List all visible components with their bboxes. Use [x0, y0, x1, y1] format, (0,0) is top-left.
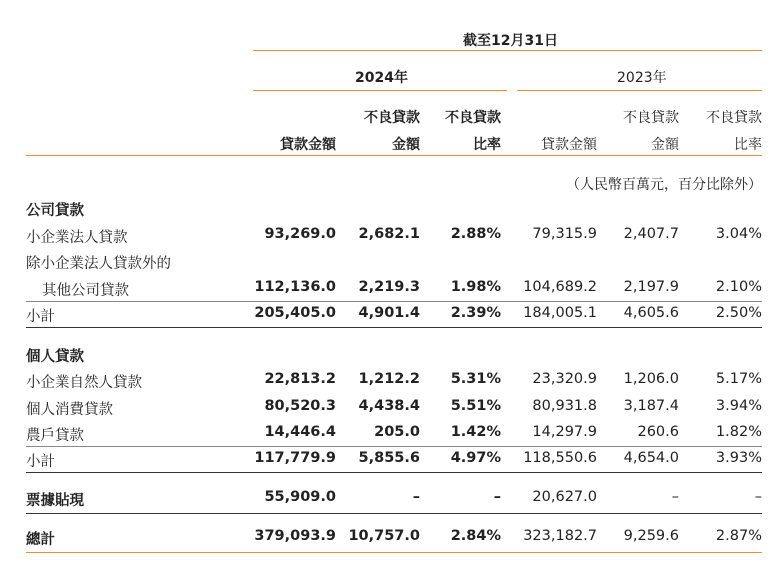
col-npl-ratio-2023: 比率: [734, 137, 762, 153]
cell-npl-amount-2024: 4,901.4: [358, 305, 420, 321]
col-npl-ratio-2024: 比率: [473, 137, 501, 153]
col-npl-amount-2023: 金額: [651, 137, 679, 153]
row-label-consumer: 個人消費貸款: [26, 402, 113, 418]
cell-loan-amount-2023: 80,931.8: [532, 398, 597, 414]
cell-loan-amount-2023: 20,627.0: [532, 489, 597, 505]
cell-npl-amount-2023: 2,197.9: [623, 279, 679, 295]
cell-npl-amount-2024: 2,682.1: [358, 226, 420, 242]
year-prior-header: 2023年: [617, 70, 667, 86]
row-label-small-enterprise-corp: 小企業法人貸款: [26, 230, 128, 246]
cell-npl-amount-2024: 205.0: [374, 424, 420, 440]
cell-loan-amount-2023: 184,005.1: [523, 305, 597, 321]
cell-npl-amount-2023: 2,407.7: [623, 226, 679, 242]
section-divider: [26, 472, 762, 473]
cell-npl-ratio-2023: 2.87%: [715, 528, 762, 544]
cell-loan-amount-2024: 379,093.9: [254, 528, 336, 544]
unit-note: （人民幣百萬元，百分比除外）: [566, 177, 762, 193]
cell-npl-amount-2023: 9,259.6: [623, 528, 679, 544]
cell-npl-amount-2023: 3,187.4: [623, 398, 679, 414]
cell-npl-ratio-2024: 1.98%: [450, 279, 501, 295]
cell-npl-ratio-2023: 3.93%: [715, 450, 762, 466]
cell-loan-amount-2024: 93,269.0: [264, 226, 336, 242]
cell-npl-amount-2024: 5,855.6: [358, 450, 420, 466]
section-title-corporate: 公司貸款: [26, 203, 84, 219]
year-current-rule: [253, 90, 507, 91]
cell-npl-ratio-2024: 2.84%: [450, 528, 501, 544]
col-loan-amount-2024: 貸款金額: [280, 137, 336, 153]
cell-loan-amount-2023: 79,315.9: [532, 226, 597, 242]
cell-npl-ratio-2023: 1.82%: [715, 424, 762, 440]
section-title-personal: 個人貸款: [26, 349, 84, 365]
row-label-farmer: 農戶貸款: [26, 428, 84, 444]
cell-npl-ratio-2023: 2.50%: [715, 305, 762, 321]
row-divider: [26, 446, 762, 447]
col-npl-amount-2024-line1: 不良貸款: [364, 110, 420, 126]
col-npl-amount-2024: 金額: [392, 137, 420, 153]
row-divider: [26, 301, 762, 302]
cell-loan-amount-2024: 117,779.9: [254, 450, 336, 466]
row-label-small-enterprise-personal: 小企業自然人貸款: [26, 375, 142, 391]
cell-loan-amount-2024: 55,909.0: [264, 489, 336, 505]
header-bottom-rule: [26, 155, 762, 156]
cell-npl-amount-2024: 1,212.2: [358, 371, 420, 387]
cell-npl-ratio-2024: 1.42%: [450, 424, 501, 440]
cell-npl-ratio-2023: –: [754, 489, 762, 505]
cell-loan-amount-2024: 14,446.4: [264, 424, 336, 440]
row-label-total: 總計: [26, 532, 55, 548]
row-label-corp-subtotal: 小計: [26, 309, 55, 325]
cell-loan-amount-2023: 118,550.6: [523, 450, 597, 466]
col-npl-amount-2023-line1: 不良貸款: [623, 110, 679, 126]
year-prior-rule: [517, 90, 762, 91]
section-divider: [26, 513, 762, 514]
cell-npl-amount-2023: 1,206.0: [623, 371, 679, 387]
col-npl-ratio-2024-line1: 不良貸款: [445, 110, 501, 126]
cell-npl-amount-2023: 4,605.6: [623, 305, 679, 321]
cell-loan-amount-2024: 22,813.2: [264, 371, 336, 387]
cell-npl-ratio-2023: 3.04%: [715, 226, 762, 242]
cell-npl-amount-2023: 4,654.0: [623, 450, 679, 466]
cell-loan-amount-2024: 112,136.0: [254, 279, 336, 295]
cell-loan-amount-2023: 14,297.9: [532, 424, 597, 440]
section-divider: [26, 327, 762, 328]
cell-npl-ratio-2023: 2.10%: [715, 279, 762, 295]
cell-npl-ratio-2024: 5.31%: [450, 371, 501, 387]
cell-npl-ratio-2024: 4.97%: [450, 450, 501, 466]
cell-loan-amount-2024: 80,520.3: [264, 398, 336, 414]
col-npl-ratio-2023-line1: 不良貸款: [706, 110, 762, 126]
cell-loan-amount-2023: 23,320.9: [532, 371, 597, 387]
cell-npl-amount-2023: 260.6: [637, 424, 679, 440]
cell-npl-ratio-2024: –: [493, 489, 501, 505]
cell-npl-ratio-2023: 5.17%: [715, 371, 762, 387]
cell-loan-amount-2024: 205,405.0: [254, 305, 336, 321]
row-label-other-corp-line1: 除小企業法人貸款外的: [26, 256, 171, 272]
cell-npl-ratio-2024: 5.51%: [450, 398, 501, 414]
period-rule: [253, 50, 762, 51]
col-loan-amount-2023: 貸款金額: [541, 137, 597, 153]
table-bottom-rule: [26, 552, 762, 553]
row-label-personal-subtotal: 小計: [26, 454, 55, 470]
row-label-discount: 票據貼現: [26, 493, 84, 509]
cell-npl-amount-2024: 2,219.3: [358, 279, 420, 295]
year-current-header: 2024年: [355, 70, 408, 86]
cell-npl-ratio-2023: 3.94%: [715, 398, 762, 414]
row-label-other-corp-line2: 其他公司貸款: [42, 283, 129, 299]
cell-loan-amount-2023: 104,689.2: [523, 279, 597, 295]
cell-npl-amount-2024: 4,438.4: [358, 398, 420, 414]
cell-npl-ratio-2024: 2.39%: [450, 305, 501, 321]
cell-npl-ratio-2024: 2.88%: [450, 226, 501, 242]
period-header: 截至12月31日: [463, 33, 558, 49]
cell-loan-amount-2023: 323,182.7: [523, 528, 597, 544]
cell-npl-amount-2024: –: [412, 489, 420, 505]
cell-npl-amount-2023: –: [671, 489, 679, 505]
cell-npl-amount-2024: 10,757.0: [348, 528, 420, 544]
